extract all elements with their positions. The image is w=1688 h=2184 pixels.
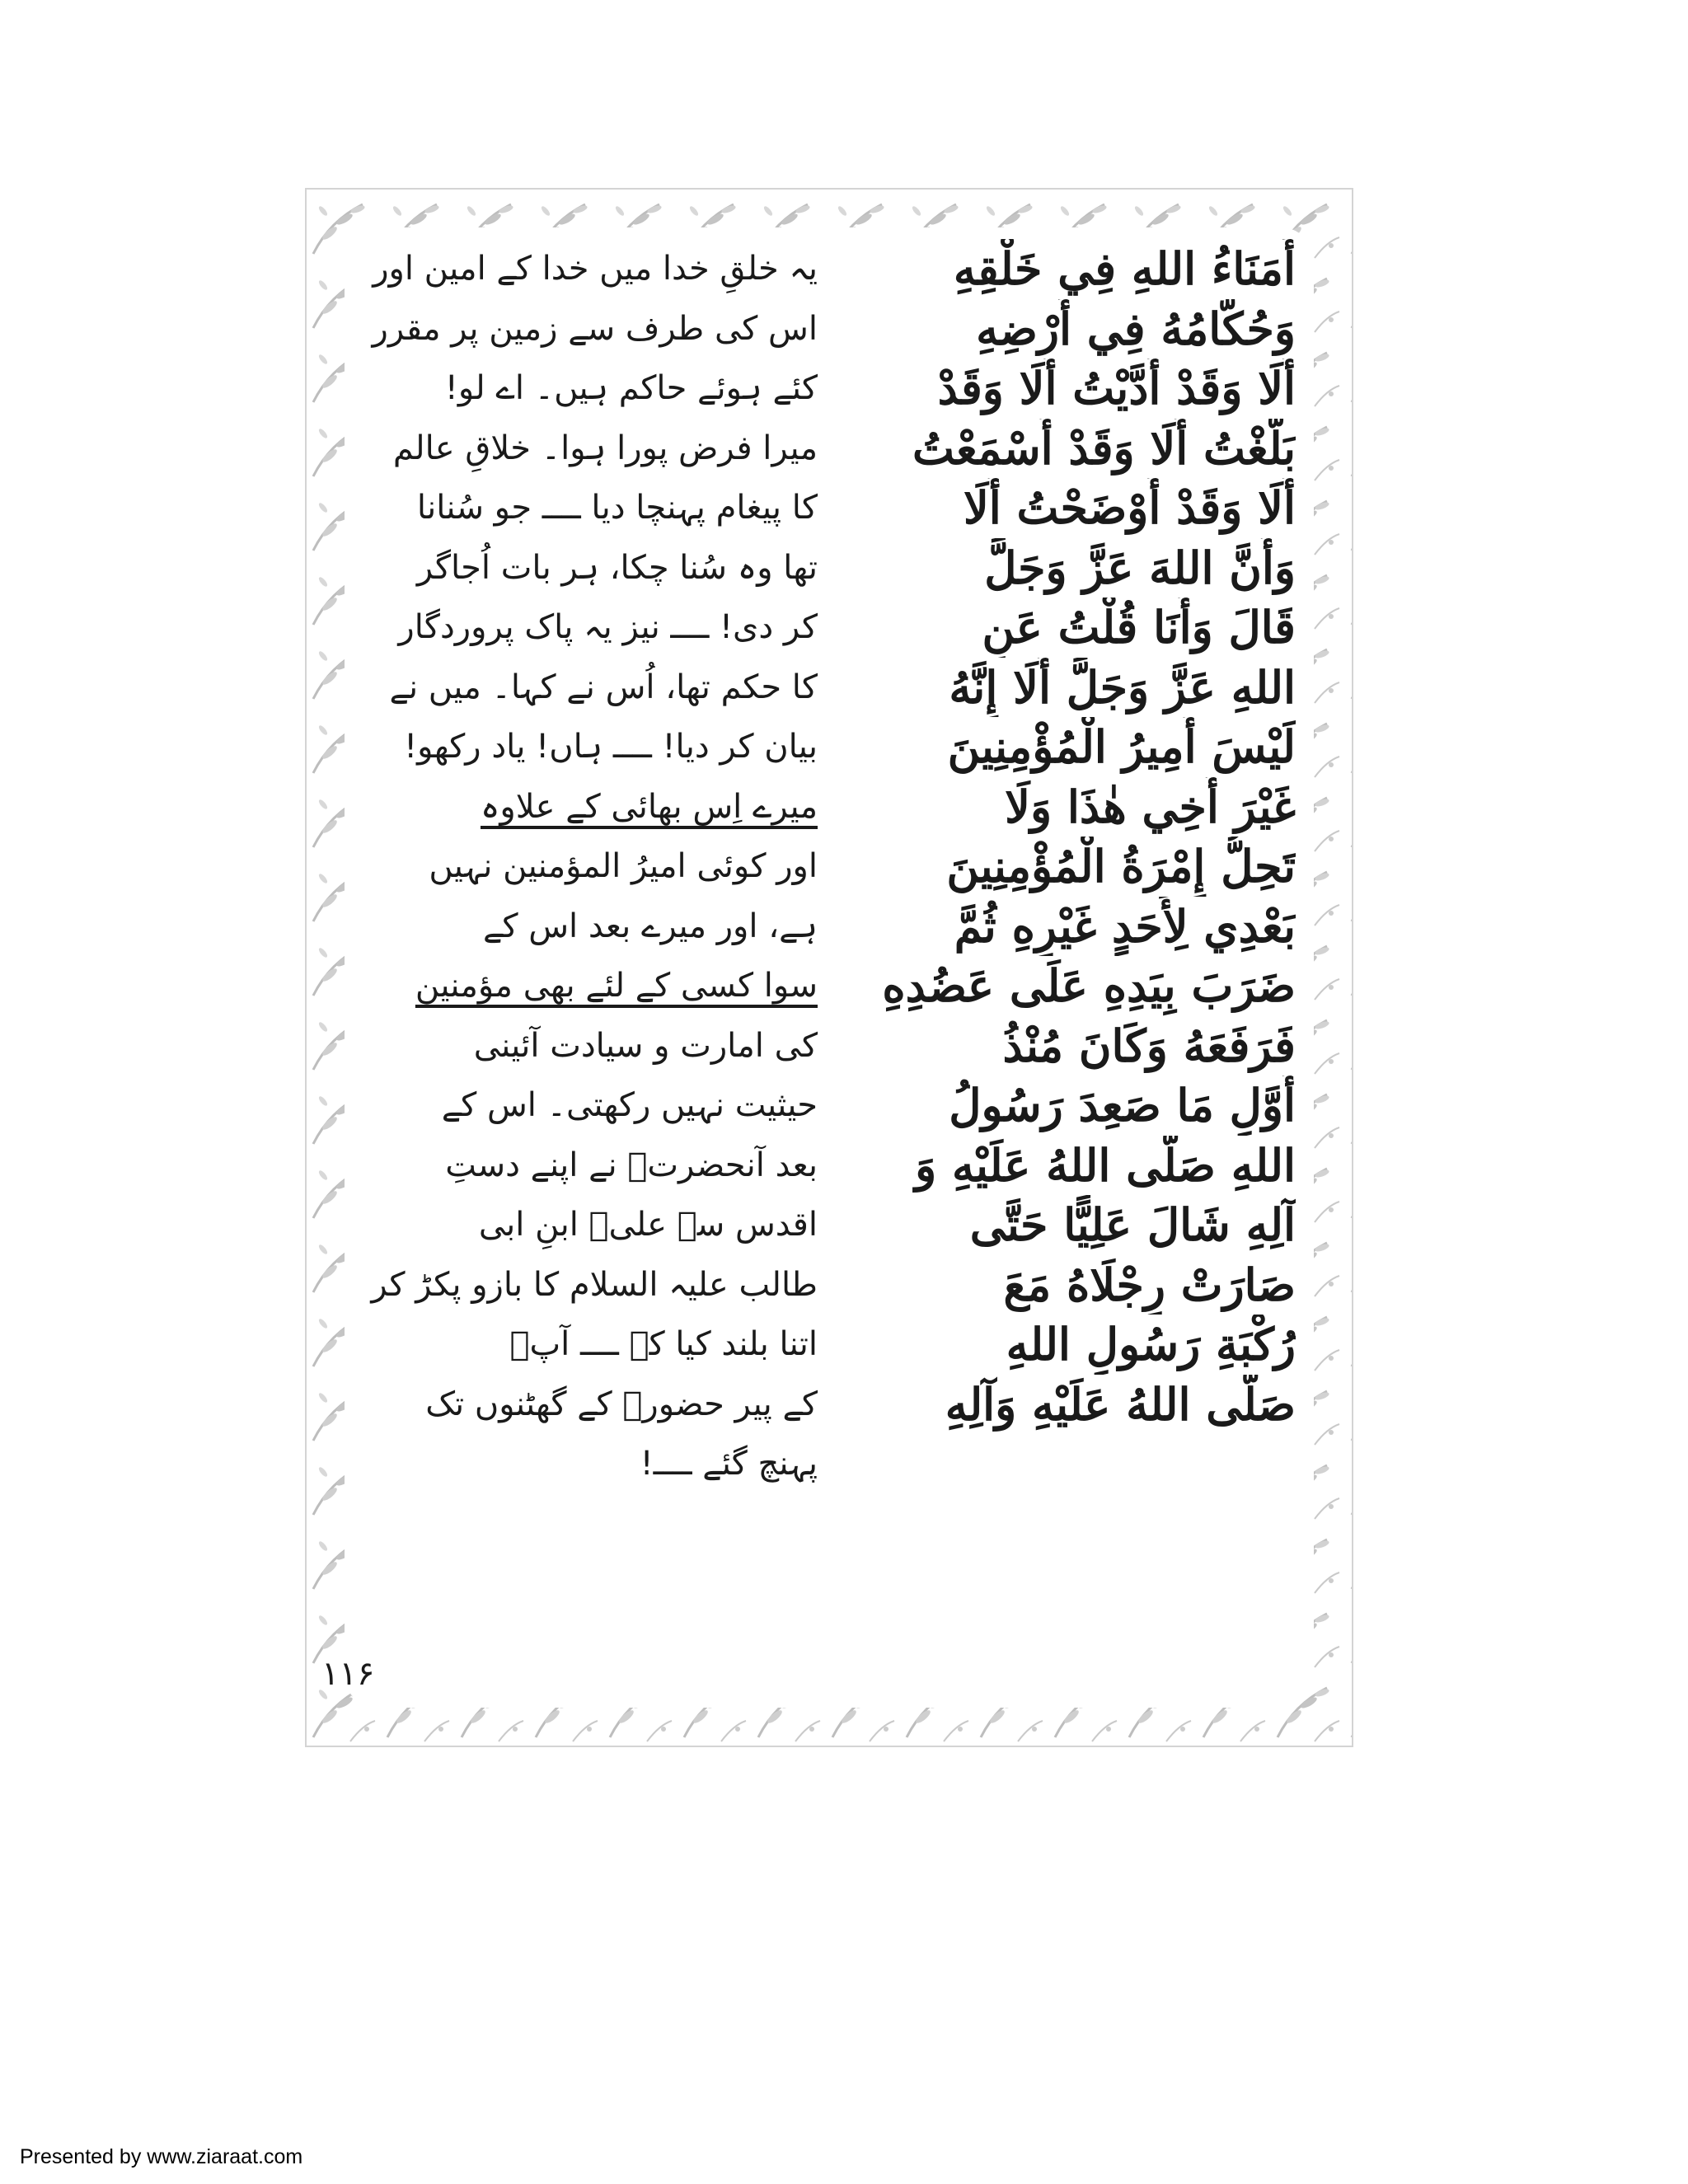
urdu-line: کی امارت و سیادت آئینی [473, 1026, 818, 1065]
arabic-line: وَحُكَّامُهُ فِي أَرْضِهِ [976, 302, 1296, 355]
arabic-text-column [867, 239, 1296, 1434]
urdu-line: اور کوئی امیرُ المؤمنین نہیں [429, 847, 818, 885]
urdu-line: پہنچ گئے ــــ! [640, 1445, 818, 1483]
urdu-line: اقدس سے علیؑ ابنِ ابی [478, 1206, 818, 1244]
arabic-line: أُمَنَاءُ اللهِ فِي خَلْقِهِ [953, 242, 1296, 295]
arabic-line: اللهِ عَزَّ وَجَلَّ أَلَا إِنَّهُ [949, 660, 1296, 714]
arabic-line: اللهِ صَلَّى اللهُ عَلَيْهِ وَ [915, 1138, 1296, 1192]
urdu-line: میرے اِس بھائی کے علاوہ [480, 787, 818, 826]
book-page [305, 188, 1353, 1747]
arabic-line: أَلَا وَقَدْ أَدَّيْتُ أَلَا وَقَدْ [937, 362, 1296, 415]
arabic-line: صَلَّى اللهُ عَلَيْهِ وَآلِهِ [945, 1377, 1296, 1431]
footer-credit: Presented by www.ziaraat.com [20, 2145, 303, 2168]
urdu-line: سوا کسی کے لئے بھی مؤمنین [415, 967, 818, 1005]
arabic-line: فَرَفَعَهُ وَكَانَ مُنْذُ [1002, 1019, 1296, 1072]
arabic-line: غَيْرَ أَخِي هٰذَا وَلَا [1005, 780, 1296, 833]
urdu-line: اتنا بلند کیا کہ ــــ آپؑ [509, 1325, 818, 1363]
page-number: ۱۱۶ [321, 1655, 375, 1693]
urdu-line: میرا فرض پورا ہوا۔ خلاقِ عالم [392, 429, 818, 467]
urdu-line: بعد آنحضرتؐ نے اپنے دستِ [445, 1146, 818, 1184]
urdu-translation-column [356, 239, 818, 1494]
urdu-line: ہے، اور میرے بعد اس کے [483, 907, 818, 945]
arabic-line: رُكْبَةِ رَسُولِ اللهِ [1006, 1318, 1296, 1371]
arabic-line: وَأَنَّ اللهَ عَزَّ وَجَلَّ [984, 541, 1296, 594]
urdu-line: کے پیر حضورؐ کے گھٹنوں تک [425, 1385, 818, 1423]
urdu-line: بیان کر دیا! ــــ ہاں! یاد رکھو! [404, 728, 818, 766]
arabic-line: قَالَ وَأَنَا قُلْتُ عَنِ [982, 601, 1296, 654]
urdu-line: طالب علیہ السلام کا بازو پکڑ کر [371, 1265, 818, 1304]
urdu-line: تھا وہ سُنا چکا، ہر بات اُجاگر [416, 548, 818, 587]
urdu-line: یہ خلقِ خدا میں خدا کے امین اور [373, 250, 818, 288]
arabic-line: لَيْسَ أَمِيرُ الْمُؤْمِنِينَ [947, 720, 1296, 773]
arabic-line: صَارَتْ رِجْلَاهُ مَعَ [1003, 1258, 1296, 1311]
arabic-line: بَلَّغْتُ أَلَا وَقَدْ أَسْمَعْتُ [912, 421, 1296, 475]
arabic-line: تَحِلُّ إِمْرَةُ الْمُؤْمِنِينَ [946, 840, 1296, 893]
arabic-line: أَوَّلِ مَا صَعِدَ رَسُولُ [949, 1079, 1296, 1132]
urdu-line: حیثیت نہیں رکھتی۔ اس کے [441, 1086, 818, 1124]
urdu-line: اس کی طرف سے زمین پر مقرر [372, 309, 818, 348]
urdu-line: کئے ہوئے حاکم ہیں۔ اے لو! [444, 369, 818, 407]
arabic-line: أَلَا وَقَدْ أَوْضَحْتُ أَلَا [963, 481, 1296, 534]
urdu-line: کر دی! ــــ نیز یہ پاک پروردگار [398, 608, 818, 646]
arabic-line: بَعْدِي لِأَحَدٍ غَيْرِهِ ثُمَّ [954, 899, 1296, 953]
urdu-line: کا پیغام پہنچا دیا ــــ جو سُنانا [416, 489, 818, 527]
urdu-line: کا حکم تھا، اُس نے کہا۔ میں نے [389, 668, 818, 706]
arabic-line: ضَرَبَ بِيَدِهِ عَلَى عَضُدِهِ [882, 959, 1296, 1012]
arabic-line: آلِهِ شَالَ عَلِيًّا حَتَّى [969, 1198, 1296, 1251]
